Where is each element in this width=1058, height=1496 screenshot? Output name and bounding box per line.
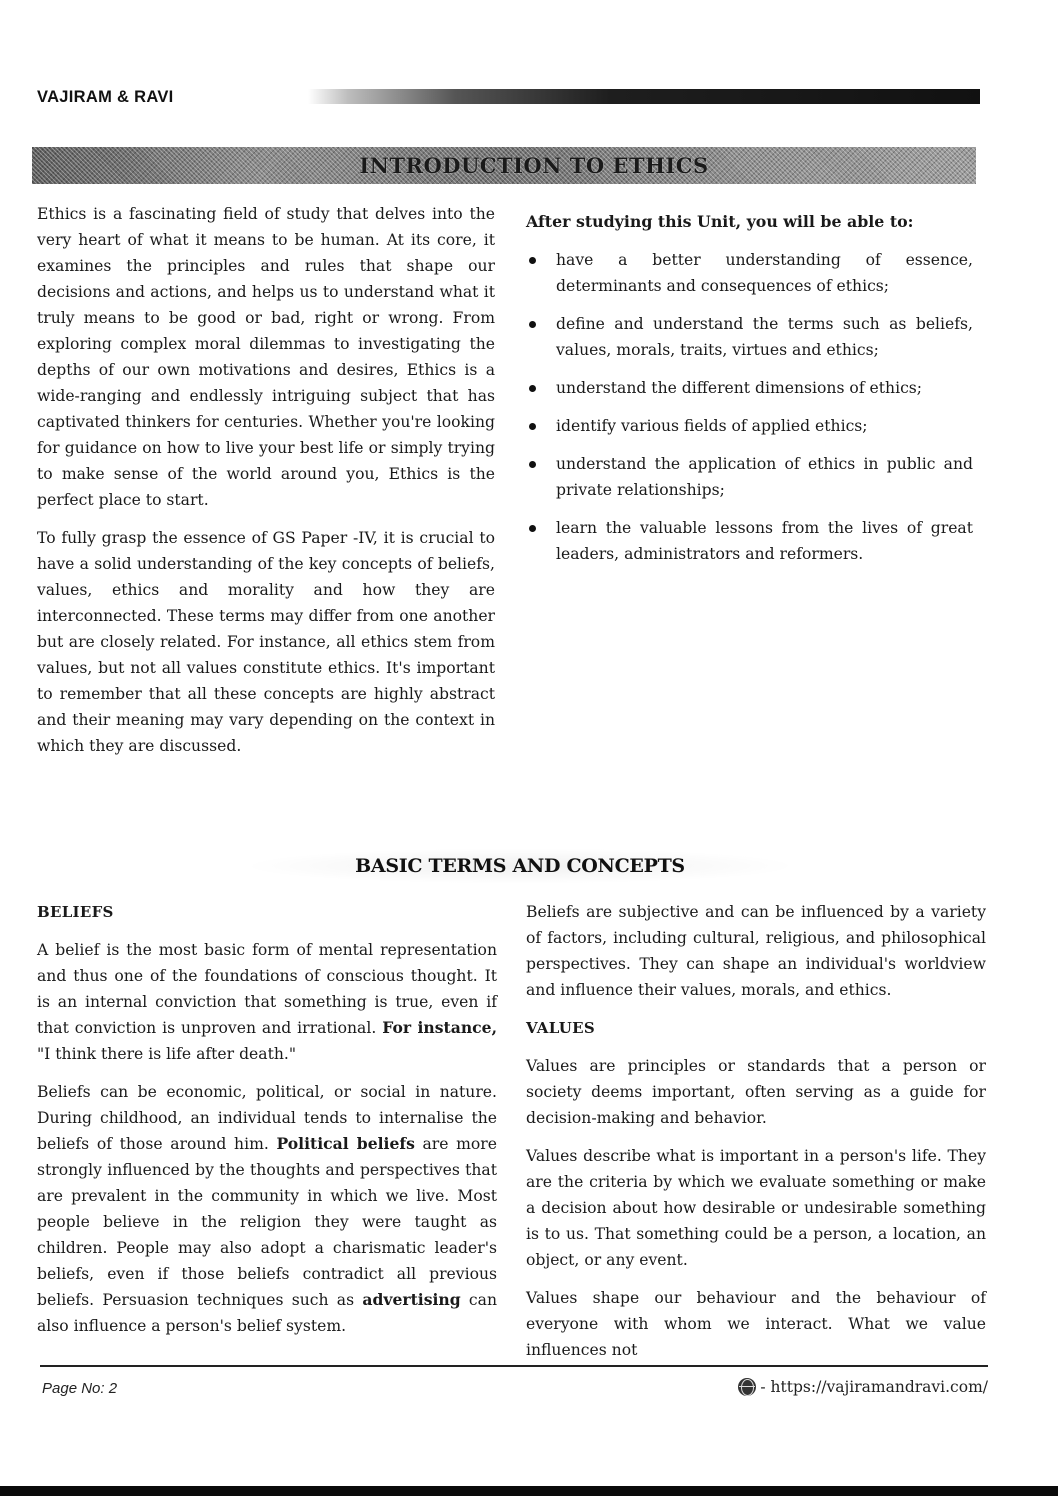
objectives-column [526,209,973,579]
section-title: BASIC TERMS AND CONCEPTS [355,855,685,877]
intro-column [37,201,495,771]
objective-item: understand the application of ethics in public and private relationships; [526,451,973,503]
bold-text: For instance, [382,1018,497,1037]
header-decorative-bar [308,89,980,104]
intro-paragraph: To fully grasp the essence of GS Paper -IV, it is crucial to have a solid understanding of the key concepts of beliefs, values, ethics and morality and how they are interconnected. These terms may differ from one another but are closely related. For instance, all ethics stem from values, but not all values constitute ethics. It's important to remember that all these concepts are highly abstract and their meaning may vary depending on the context in which they are discussed. [37,529,495,755]
footer-divider [40,1365,988,1367]
brand-logo: VAJIRAM & RAVI [37,88,174,106]
section-heading-basic-terms [240,848,800,884]
scan-bottom-edge [0,1486,1058,1496]
beliefs-paragraph-2 [37,1079,497,1339]
objective-item: have a better understanding of essence, determinants and consequences of ethics; [526,247,973,299]
text: "I think there is life after death." [37,1045,297,1063]
text: Beliefs can be economic, political, or social in nature. During childhood, an individual tends to internalise the beliefs of those around him. [37,1083,497,1153]
text: are more strongly influenced by the thoughts and perspectives that are prevalent in the community in which we live. Most people believe in the religion they were taught as children. People may also adopt a charismatic leader's beliefs, even if those beliefs contradict all previous beliefs. Persuasion techniques such as [37,1135,497,1309]
intro-paragraph: Ethics is a fascinating field of study that delves into the very heart of what it means to be human. At its core, it examines the principles and rules that shape our decisions and actions, and helps us to understand what it truly means to be good or bad, right or wrong. From exploring complex moral dilemmas to investigating the depths of our own motivations and desires, Ethics is a wide-ranging and endlessly intriguing subject that has captivated thinkers for centuries. Whether you're looking for guidance on how to live your best life or simply trying to make sense of the world around you, Ethics is the perfect place to start. [37,205,495,509]
beliefs-column [37,899,497,1351]
beliefs-paragraph-1 [37,937,497,1067]
values-paragraph-3: Values shape our behaviour and the behaviour of everyone with whom we interact. What we value influences not [526,1289,986,1359]
bold-text: advertising [362,1290,461,1309]
banner-title: INTRODUCTION TO ETHICS [359,153,709,178]
objective-item: understand the different dimensions of ethics; [526,375,973,401]
beliefs-paragraph-3: Beliefs are subjective and can be influenced by a variety of factors, including cultural, religious, and philosophical perspectives. They can shape an individual's worldview and influence their values, morals, and ethics. [526,903,986,999]
beliefs-heading: BELIEFS [37,903,114,921]
objective-item: learn the valuable lessons from the lives of great leaders, administrators and reformers. [526,515,973,567]
text: can also influence a person's belief system. [37,1291,497,1335]
website-url[interactable]: - https://vajiramandravi.com/ [760,1378,988,1396]
bold-text: Political beliefs [276,1134,415,1153]
values-column [526,899,986,1375]
website-link[interactable] [738,1378,988,1396]
objective-item: identify various fields of applied ethics; [526,413,973,439]
objectives-heading: After studying this Unit, you will be able to: [526,212,914,231]
values-paragraph-2: Values describe what is important in a person's life. They are the criteria by which we evaluate something or make a decision about how desirable or undesirable something is to us. That something could be a person, a location, an object, or any event. [526,1147,986,1269]
values-paragraph-1: Values are principles or standards that a person or society deems important, often serving as a guide for decision-making and behavior. [526,1057,986,1127]
values-heading: VALUES [526,1019,595,1037]
objectives-list [526,247,973,567]
text: A belief is the most basic form of mental representation and thus one of the foundations of conscious thought. It is an internal conviction that something is true, even if that conviction is unproven and irrational. [37,941,497,1037]
globe-icon [738,1378,756,1396]
section-banner [32,147,976,184]
objective-item: define and understand the terms such as beliefs, values, morals, traits, virtues and ethics; [526,311,973,363]
page-number: Page No: 2 [42,1380,118,1397]
